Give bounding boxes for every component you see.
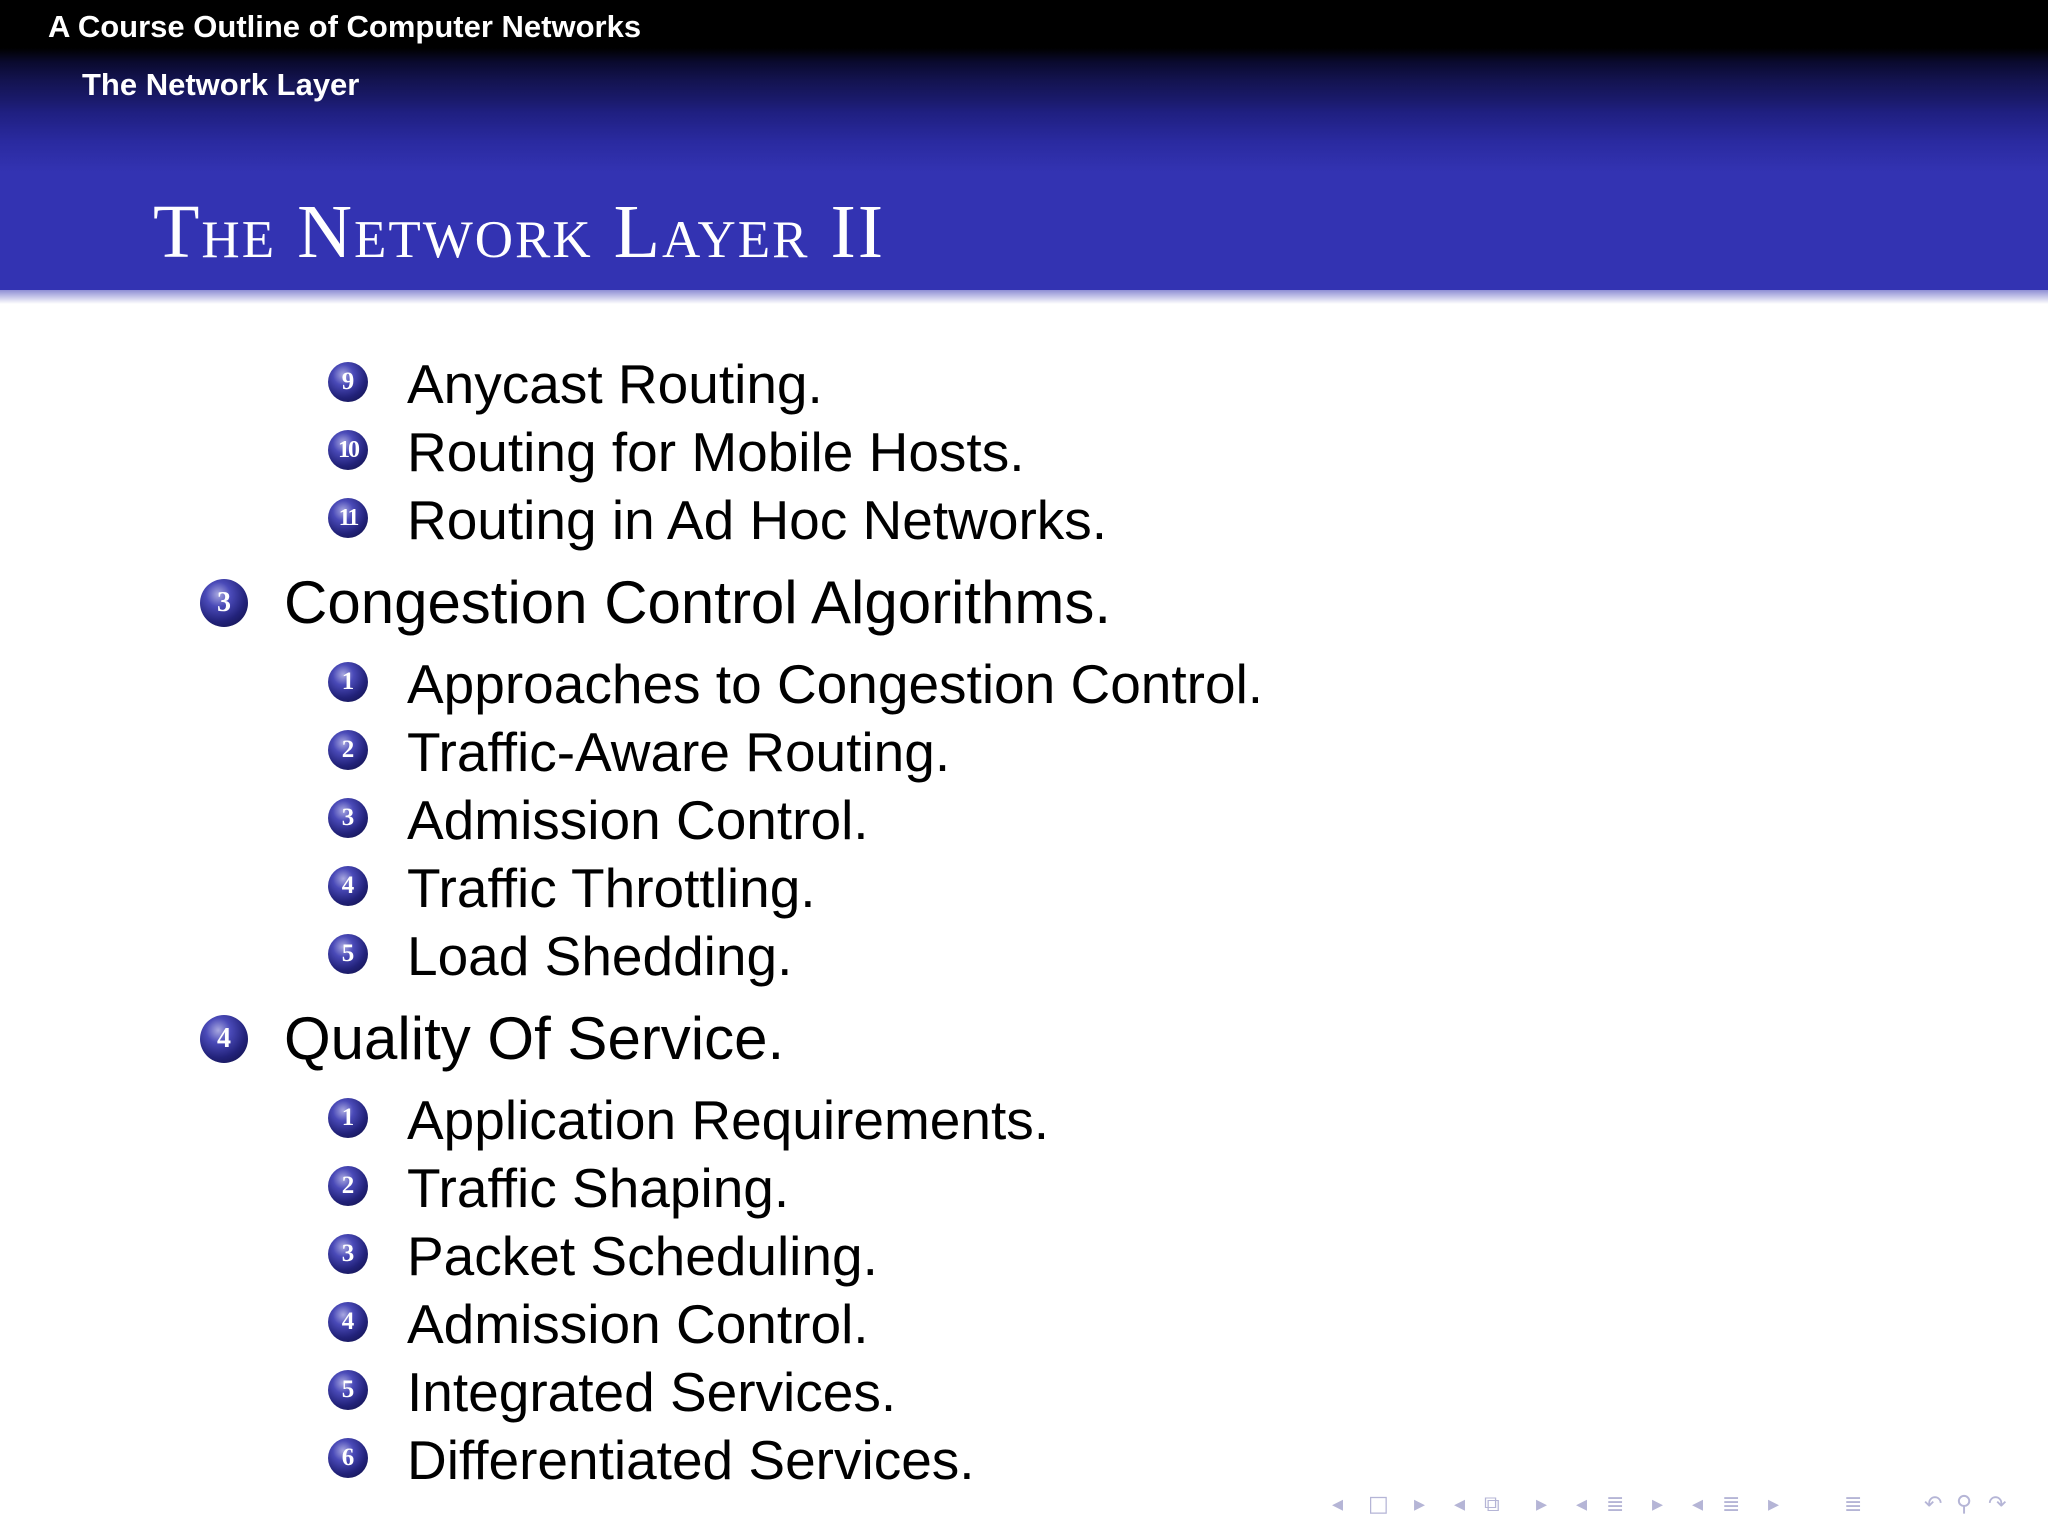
arrow-right-icon[interactable]: ▸ xyxy=(1652,1492,1664,1517)
number-ball-icon: 4 xyxy=(200,1015,248,1063)
number-ball-icon: 2 xyxy=(328,1166,368,1206)
number-ball-icon: 3 xyxy=(328,798,368,838)
item-label: Packet Scheduling. xyxy=(407,1225,878,1287)
item-label: Quality Of Service. xyxy=(284,1005,785,1072)
item-label: Differentiated Services. xyxy=(407,1429,975,1491)
arrow-right-icon[interactable]: ▸ xyxy=(1536,1492,1548,1517)
number-ball-icon: 2 xyxy=(328,730,368,770)
outline-icon[interactable]: ≣ xyxy=(1844,1492,1863,1517)
beamer-navigation xyxy=(1332,1490,2032,1520)
section-title[interactable]: The Network Layer xyxy=(82,67,360,102)
number-ball-icon: 11 xyxy=(328,498,368,538)
number-ball-icon: 4 xyxy=(328,866,368,906)
number-ball-icon: 1 xyxy=(328,1098,368,1138)
arrow-left-icon[interactable]: ◂ xyxy=(1576,1492,1588,1517)
back-icon[interactable]: ↶ xyxy=(1924,1492,1943,1517)
number-ball-icon: 9 xyxy=(328,362,368,402)
arrow-left-icon[interactable]: ◂ xyxy=(1692,1492,1704,1517)
item-label: Routing in Ad Hoc Networks. xyxy=(407,489,1108,551)
arrow-left-icon[interactable]: ◂ xyxy=(1332,1492,1344,1517)
section-icon[interactable]: ≣ xyxy=(1722,1492,1741,1517)
item-label: Congestion Control Algorithms. xyxy=(284,569,1112,636)
frame-icon[interactable]: □ xyxy=(1368,1492,1389,1517)
number-ball-icon: 1 xyxy=(328,662,368,702)
number-ball-icon: 6 xyxy=(328,1438,368,1478)
item-label: Routing for Mobile Hosts. xyxy=(407,421,1025,483)
item-label: Traffic Throttling. xyxy=(407,857,816,919)
item-label: Application Requirements. xyxy=(407,1089,1050,1151)
forward-icon[interactable]: ↷ xyxy=(1988,1492,2007,1517)
frame-title: The Network Layer II xyxy=(153,190,886,274)
item-label: Anycast Routing. xyxy=(407,353,823,415)
item-label: Load Shedding. xyxy=(407,925,793,987)
number-ball-icon: 5 xyxy=(328,934,368,974)
item-label: Traffic Shaping. xyxy=(407,1157,790,1219)
arrow-right-icon[interactable]: ▸ xyxy=(1414,1492,1426,1517)
arrow-left-icon[interactable]: ◂ xyxy=(1454,1492,1466,1517)
item-label: Admission Control. xyxy=(407,1293,869,1355)
arrow-right-icon[interactable]: ▸ xyxy=(1768,1492,1780,1517)
item-label: Admission Control. xyxy=(407,789,869,851)
course-title[interactable]: A Course Outline of Computer Networks xyxy=(48,9,642,44)
item-label: Traffic-Aware Routing. xyxy=(407,721,951,783)
subsection-icon[interactable]: ⧉ xyxy=(1484,1492,1500,1517)
number-ball-icon: 5 xyxy=(328,1370,368,1410)
search-icon[interactable]: ⚲ xyxy=(1956,1492,1973,1517)
number-ball-icon: 3 xyxy=(328,1234,368,1274)
item-label: Approaches to Congestion Control. xyxy=(407,653,1264,715)
number-ball-icon: 10 xyxy=(328,430,368,470)
section-icon[interactable]: ≣ xyxy=(1606,1492,1625,1517)
item-label: Integrated Services. xyxy=(407,1361,897,1423)
number-ball-icon: 3 xyxy=(200,579,248,627)
number-ball-icon: 4 xyxy=(328,1302,368,1342)
